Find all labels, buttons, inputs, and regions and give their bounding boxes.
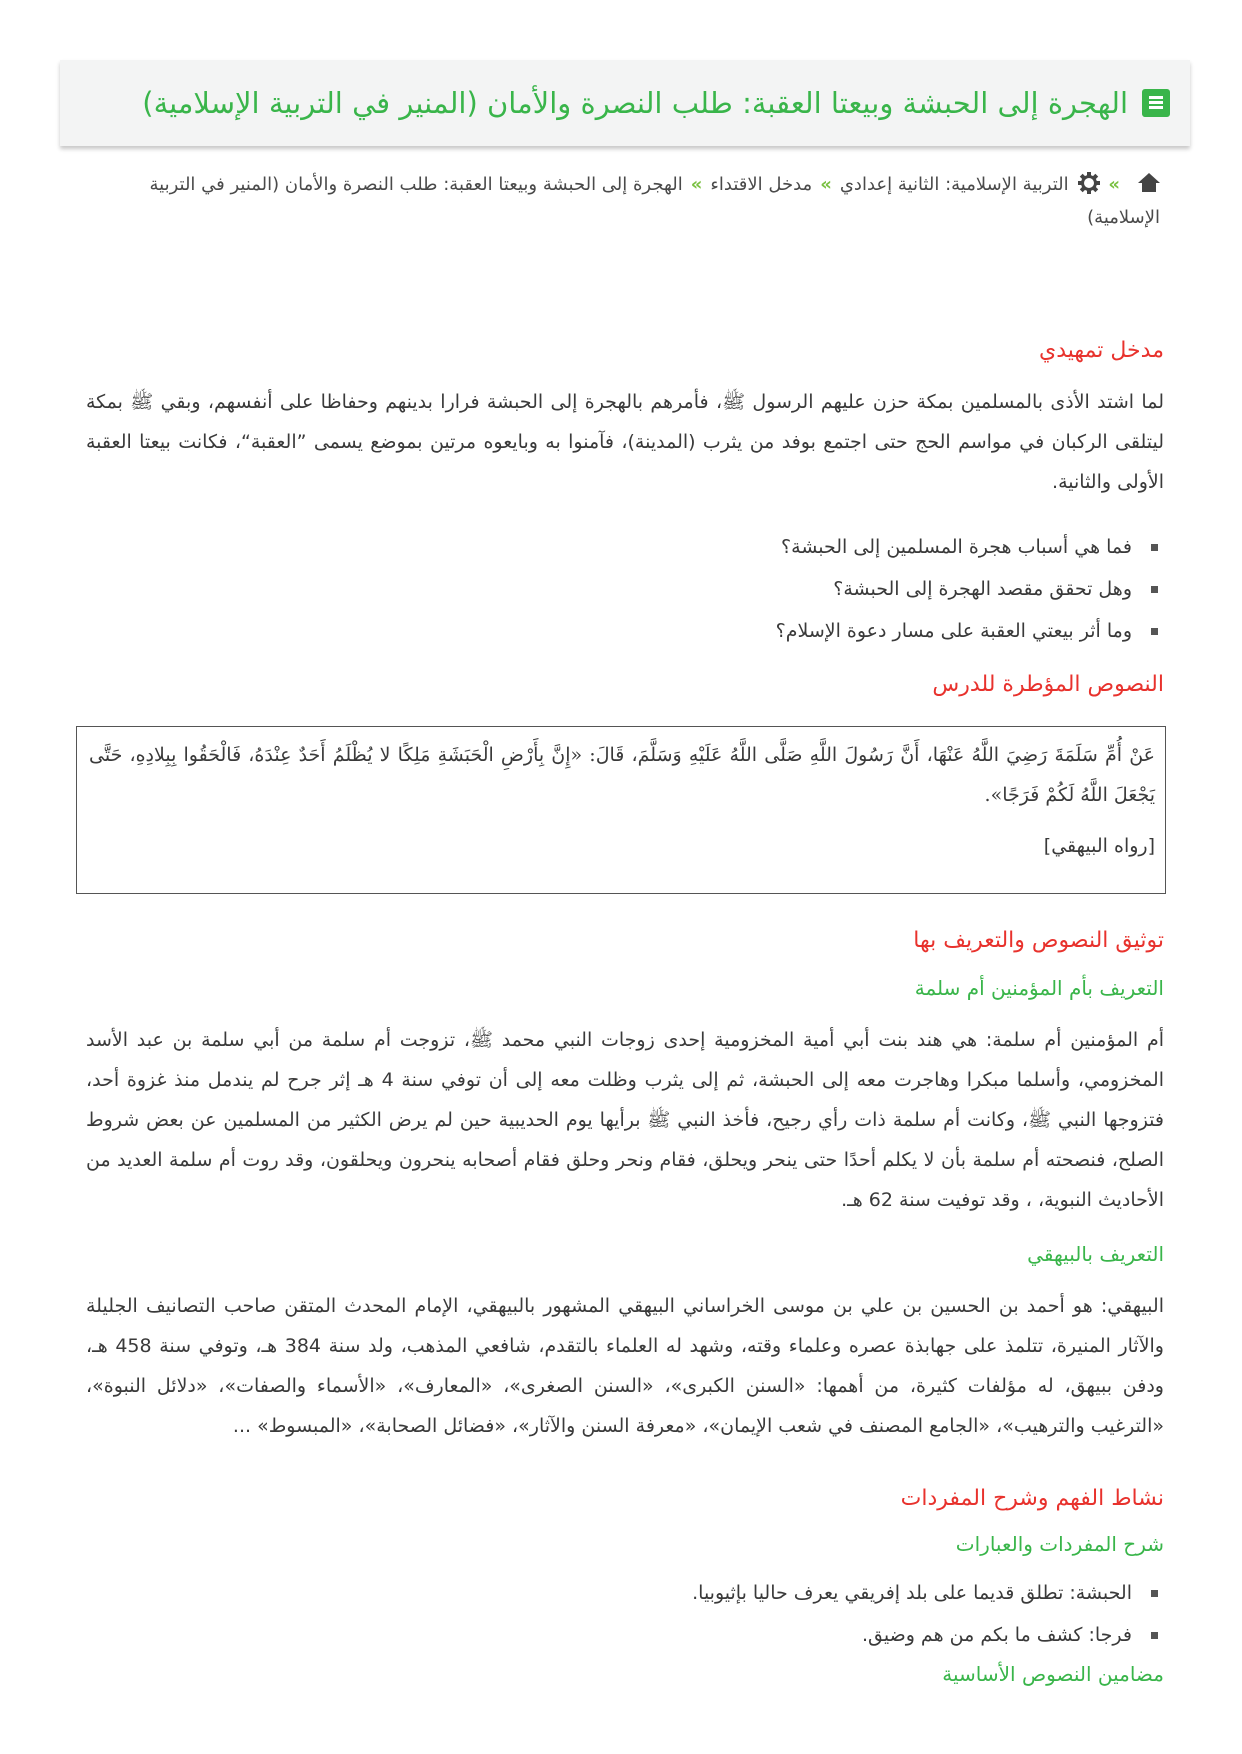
umm-salama-paragraph: أم المؤمنين أم سلمة: هي هند بنت أبي أمية المخزومية إحدى زوجات النبي محمد ﷺ، تزوجت أم سلمة من أبي سلمة بن عبد الأسد المخزومي، وأسلما مبكرا وهاجرت معه إلى الحبشة، ثم إلى يثرب وظلت معه إلى أن توفي سنة 4 هـ إثر جرح لم يندمل منذ غزوة أحد، فتزوجها النبي ﷺ، وكانت أم سلمة ذات رأي رجيح، فأخذ النبي ﷺ برأيها يوم الحديبية حين لم يرض الكثير من المسلمين عن بعض شروط الصلح، فنصحته أم سلمة بأن لا يكلم أحدًا حتى ينحر ويحلق، فقام ونحر وحلق فقام أصحابه ينحرون ويحلقون، وقد روت أم سلمة العديد من الأحاديث النبوية، ، وقد توفيت سنة 62 هـ. [86,1029,1164,1211]
breadcrumb-item-level[interactable]: التربية الإسلامية: الثانية إعدادي [839,174,1069,195]
quote-box [76,726,1166,894]
list-item [86,568,1164,610]
breadcrumb-separator: » [690,174,703,195]
intro-paragraph: لما اشتد الأذى بالمسلمين بمكة حزن عليهم الرسول ﷺ، فأمرهم بالهجرة إلى الحبشة فرارا بدينهم وحفاظا على أنفسهم، وبقي ﷺ بمكة ليتلقى الركبان في مواسم الحج حتى اجتمع بوفد من يثرب (المدينة)، فآمنوا به وبايعوه مرتين بموضع يسمى ”العقبة“، فكانت بيعتا العقبة الأولى والثانية. [86,391,1164,493]
document-icon [1142,89,1170,117]
intro-questions-list [86,526,1164,652]
list-item [86,526,1164,568]
heading-comprehension: نشاط الفهم وشرح المفردات [900,1486,1164,1511]
heading-intro: مدخل تمهيدي [1039,338,1164,363]
page-title: الهجرة إلى الحبشة وبيعتا العقبة: طلب النصرة والأمان (المنير في التربية الإسلامية) [142,86,1128,120]
bayhaqi-paragraph: البيهقي: هو أحمد بن الحسين بن علي بن موسى الخراساني البيهقي المشهور بالبيهقي، الإمام المحدث المتقن صاحب التصانيف الجليلة والآثار المنيرة، تتلمذ على جهابذة عصره وعلماء وقته، وشهد له العلماء بالتقدم، شافعي المذهب، ولد سنة 384 هـ، وتوفي سنة 458 هـ، ودفن ببيهق، له مؤلفات كثيرة، من أهمها: «السنن الكبرى»، «السنن الصغرى»، «المعارف»، «الأسماء والصفات»، «دلائل النبوة»، «الترغيب والترهيب»، «الجامع المصنف في شعب الإيمان»، «معرفة السنن والآثار»، «فضائل الصحابة»، «المبسوط» ... [86,1295,1164,1437]
quote-source: [رواه البيهقي] [1043,835,1155,857]
breadcrumb-separator: » [820,174,832,195]
heading-bayhaqi: التعريف بالبيهقي [1027,1242,1164,1266]
breadcrumb [100,168,1160,234]
list-item [86,610,1164,652]
list-item [86,1614,1164,1656]
list-item [86,1572,1164,1614]
breadcrumb-item-module[interactable]: مدخل الاقتداء [710,174,813,195]
home-icon[interactable] [1138,173,1160,193]
question-text: وهل تحقق مقصد الهجرة إلى الحبشة؟ [833,578,1132,600]
breadcrumb-separator: » [1108,174,1120,195]
question-text: فما هي أسباب هجرة المسلمين إلى الحبشة؟ [781,536,1132,558]
breadcrumb-item-current: الهجرة إلى الحبشة وبيعتا العقبة: طلب النصرة والأمان (المنير في التربية الإسلامية) [149,174,1160,228]
heading-documentation: توثيق النصوص والتعريف بها [913,928,1164,953]
heading-vocabulary: شرح المفردات والعبارات [955,1532,1164,1556]
gear-icon [1078,172,1100,194]
vocabulary-list [86,1572,1164,1656]
heading-contents: مضامين النصوص الأساسية [942,1662,1164,1686]
heading-texts: النصوص المؤطرة للدرس [932,672,1164,697]
vocab-text: الحبشة: تطلق قديما على بلد إفريقي يعرف حاليا بإثيوبيا. [692,1582,1132,1604]
question-text: وما أثر بيعتي العقبة على مسار دعوة الإسلام؟ [775,620,1132,642]
page-title-bar [60,60,1190,146]
hadith-quote: عَنْ أُمِّ سَلَمَةَ رَضِيَ اللَّهُ عَنْهَا، أَنَّ رَسُولَ اللَّهِ صَلَّى اللَّهُ عَلَيْهِ وَسَلَّمَ، قَالَ: «إِنَّ بِأَرْضِ الْحَبَشَةِ مَلِكًا لا يُظْلَمُ أَحَدٌ عِنْدَهُ، فَالْحَقُوا بِبِلادِهِ، حَتَّى يَجْعَلَ اللَّهُ لَكُمْ فَرَجًا». [89,744,1155,806]
vocab-text: فرجا: كشف ما بكم من هم وضيق. [861,1624,1132,1646]
heading-umm-salama: التعريف بأم المؤمنين أم سلمة [914,976,1164,1000]
